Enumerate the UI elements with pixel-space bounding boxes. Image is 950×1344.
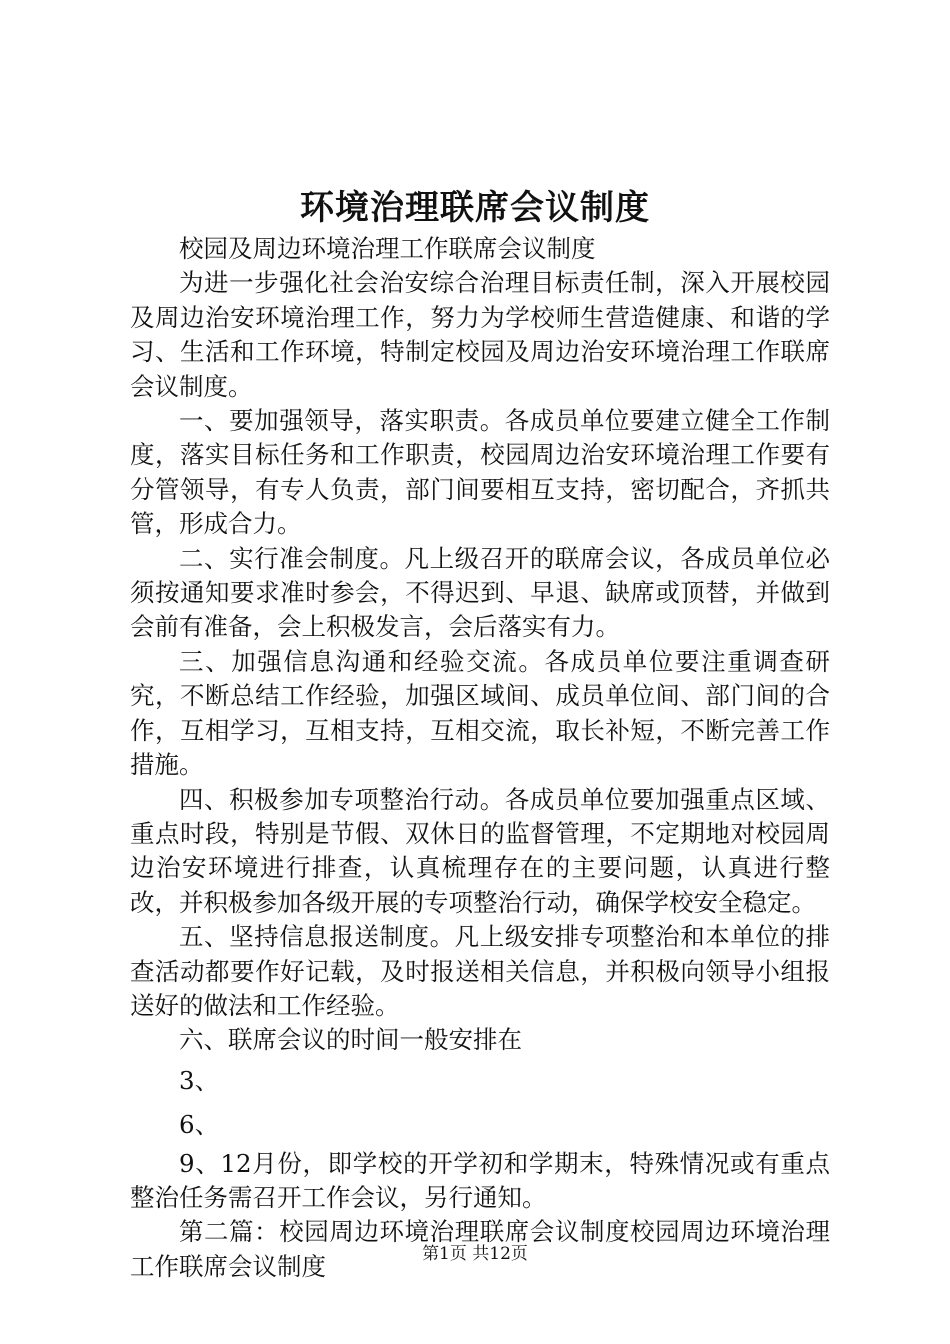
second-section-heading: 第二篇：校园周边环境治理联席会议制度校园周边环境治理工作联席会议制度 xyxy=(130,1217,830,1281)
intro-paragraph: 为进一步强化社会治安综合治理目标责任制，深入开展校园及周边治安环境治理工作，努力为学校师生营造健康、和谐的学习、生活和工作环境，特制定校园及周边治安环境治理工作联席会议制度。 xyxy=(130,268,830,401)
month-3-line: 3、 xyxy=(179,1065,220,1095)
clause-4-paragraph: 四、积极参加专项整治行动。各成员单位要加强重点区域、重点时段，特别是节假、双休日的监督管理，不定期地对校园周边治安环境进行排查，认真梳理存在的主要问题，认真进行整改，并积极参加各级开展的专项整治行动，确保学校安全稳定。 xyxy=(130,784,830,917)
month-9-12-paragraph: 9、12月份，即学校的开学初和学期末，特殊情况或有重点整治任务需召开工作会议，另行通知。 xyxy=(130,1148,830,1212)
page-number-footer: 第1页 共12页 xyxy=(422,1244,528,1264)
document-title: 环境治理联席会议制度 xyxy=(300,188,650,228)
clause-2-paragraph: 二、实行准会制度。凡上级召开的联席会议，各成员单位必须按通知要求准时参会，不得迟到、早退、缺席或顶替，并做到会前有准备，会上积极发言，会后落实有力。 xyxy=(130,543,830,642)
clause-5-paragraph: 五、坚持信息报送制度。凡上级安排专项整治和本单位的排查活动都要作好记载，及时报送相关信息，并积极向领导小组报送好的做法和工作经验。 xyxy=(130,922,830,1020)
month-6-line: 6、 xyxy=(179,1110,220,1140)
document-body xyxy=(130,232,830,1284)
clause-3-paragraph: 三、加强信息沟通和经验交流。各成员单位要注重调查研究，不断总结工作经验，加强区域间、成员单位间、部门间的合作，互相学习，互相支持，互相交流，取长补短，不断完善工作措施。 xyxy=(130,646,830,780)
clause-6-paragraph: 六、联席会议的时间一般安排在 xyxy=(179,1025,522,1055)
clause-1-paragraph: 一、要加强领导，落实职责。各成员单位要建立健全工作制度，落实目标任务和工作职责，校园周边治安环境治理工作要有分管领导，有专人负责，部门间要相互支持，密切配合，齐抓共管，形成合力。 xyxy=(130,406,830,539)
subtitle-paragraph: 校园及周边环境治理工作联席会议制度 xyxy=(179,234,596,263)
